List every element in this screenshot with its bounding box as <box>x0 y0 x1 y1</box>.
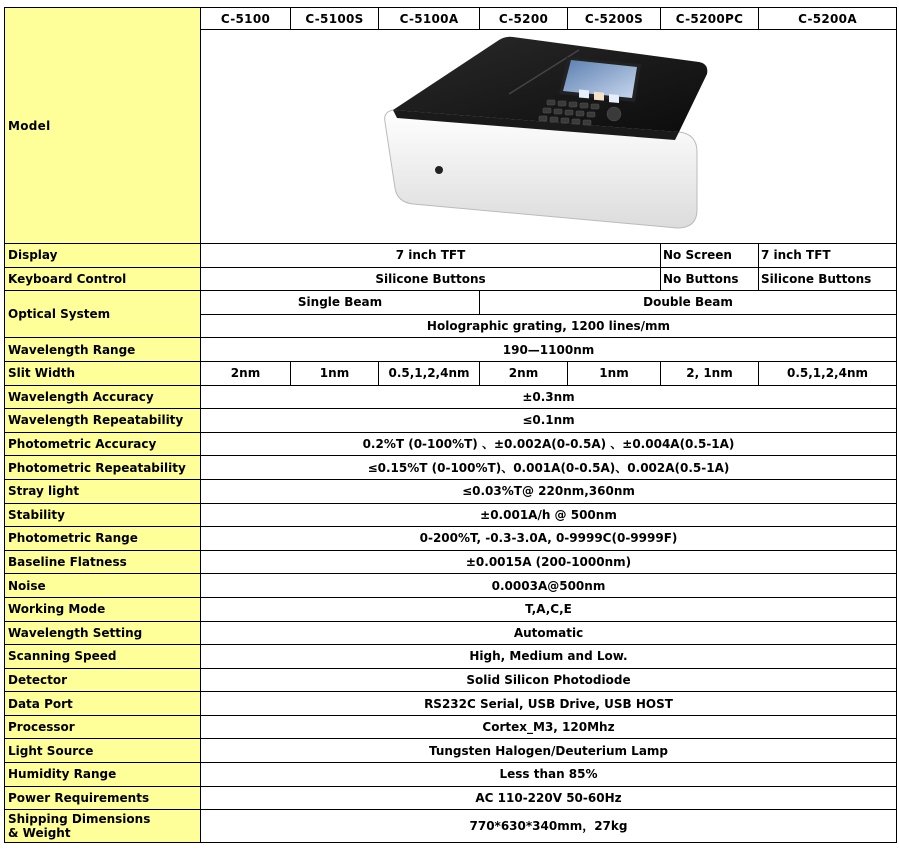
working-mode-row <box>5 597 897 621</box>
power-value: AC 110-220V 50-60Hz <box>201 786 897 810</box>
shipping-label-line1: Shipping Dimensions <box>8 812 151 827</box>
light-source-row <box>5 739 897 763</box>
detector-row <box>5 668 897 692</box>
display-row <box>5 244 897 268</box>
model-c5200pc: C-5200PC <box>661 8 759 30</box>
shipping-row <box>5 810 897 843</box>
keyboard-label: Keyboard Control <box>5 267 201 291</box>
slit-width-c5100a: 0.5,1,2,4nm <box>379 361 480 385</box>
model-header-row <box>5 8 897 30</box>
wavelength-setting-label: Wavelength Setting <box>5 621 201 645</box>
keyboard-main: Silicone Buttons <box>201 267 661 291</box>
model-c5200s: C-5200S <box>568 8 661 30</box>
slit-width-c5200a: 0.5,1,2,4nm <box>759 361 897 385</box>
photometric-accuracy-value: 0.2%T (0-100%T) 、±0.002A(0-0.5A) 、±0.004A(0.5-1A) <box>201 432 897 456</box>
display-last: 7 inch TFT <box>759 244 897 268</box>
scanning-speed-label: Scanning Speed <box>5 645 201 669</box>
stray-light-value: ≤0.03%T@ 220nm,360nm <box>201 479 897 503</box>
model-label: Model <box>5 8 201 244</box>
working-mode-label: Working Mode <box>5 597 201 621</box>
model-c5200a: C-5200A <box>759 8 897 30</box>
light-source-label: Light Source <box>5 739 201 763</box>
stability-value: ±0.001A/h @ 500nm <box>201 503 897 527</box>
humidity-range-label: Humidity Range <box>5 763 201 787</box>
detector-label: Detector <box>5 668 201 692</box>
photometric-repeatability-label: Photometric Repeatability <box>5 456 201 480</box>
slit-width-c5200s: 1nm <box>568 361 661 385</box>
photometric-accuracy-label: Photometric Accuracy <box>5 432 201 456</box>
working-mode-value: T,A,C,E <box>201 597 897 621</box>
baseline-flatness-value: ±0.0015A (200-1000nm) <box>201 550 897 574</box>
processor-value: Cortex_M3, 120Mhz <box>201 715 897 739</box>
stray-light-row <box>5 479 897 503</box>
baseline-flatness-label: Baseline Flatness <box>5 550 201 574</box>
scanning-speed-value: High, Medium and Low. <box>201 645 897 669</box>
display-label: Display <box>5 244 201 268</box>
power-label: Power Requirements <box>5 786 201 810</box>
slit-width-c5100s: 1nm <box>291 361 379 385</box>
slit-width-c5200: 2nm <box>480 361 568 385</box>
wavelength-range-label: Wavelength Range <box>5 338 201 362</box>
wavelength-range-row <box>5 338 897 362</box>
humidity-range-value: Less than 85% <box>201 763 897 787</box>
optical-grating: Holographic grating, 1200 lines/mm <box>201 314 897 338</box>
baseline-flatness-row <box>5 550 897 574</box>
stability-row <box>5 503 897 527</box>
shipping-label-line2: & Weight <box>8 826 71 841</box>
stability-label: Stability <box>5 503 201 527</box>
processor-row <box>5 715 897 739</box>
wavelength-range-value: 190—1100nm <box>201 338 897 362</box>
photometric-repeatability-row <box>5 456 897 480</box>
wavelength-setting-value: Automatic <box>201 621 897 645</box>
wavelength-accuracy-label: Wavelength Accuracy <box>5 385 201 409</box>
display-main: 7 inch TFT <box>201 244 661 268</box>
slit-width-c5100: 2nm <box>201 361 291 385</box>
slit-width-label: Slit Width <box>5 361 201 385</box>
keyboard-none: No Buttons <box>661 267 759 291</box>
photometric-range-row <box>5 527 897 551</box>
shipping-value: 770*630*340mm，27kg <box>201 810 897 843</box>
noise-value: 0.0003A@500nm <box>201 574 897 598</box>
keyboard-last: Silicone Buttons <box>759 267 897 291</box>
photometric-range-label: Photometric Range <box>5 527 201 551</box>
shipping-label <box>5 810 201 843</box>
power-row <box>5 786 897 810</box>
optical-single: Single Beam <box>201 291 480 315</box>
keyboard-row <box>5 267 897 291</box>
data-port-row <box>5 692 897 716</box>
spec-table <box>4 7 897 843</box>
light-source-value: Tungsten Halogen/Deuterium Lamp <box>201 739 897 763</box>
photometric-repeatability-value: ≤0.15%T (0-100%T)、0.001A(0-0.5A)、0.002A(0.5-1A) <box>201 456 897 480</box>
wavelength-accuracy-value: ±0.3nm <box>201 385 897 409</box>
wavelength-accuracy-row <box>5 385 897 409</box>
spectrophotometer-image <box>379 32 719 242</box>
slit-width-row <box>5 361 897 385</box>
wavelength-repeatability-label: Wavelength Repeatability <box>5 409 201 433</box>
detector-value: Solid Silicon Photodiode <box>201 668 897 692</box>
product-image-cell <box>201 30 897 244</box>
model-c5200: C-5200 <box>480 8 568 30</box>
data-port-label: Data Port <box>5 692 201 716</box>
scanning-speed-row <box>5 645 897 669</box>
optical-double: Double Beam <box>480 291 897 315</box>
model-c5100a: C-5100A <box>379 8 480 30</box>
slit-width-c5200pc: 2, 1nm <box>661 361 759 385</box>
data-port-value: RS232C Serial, USB Drive, USB HOST <box>201 692 897 716</box>
photometric-range-value: 0-200%T, -0.3-3.0A, 0-9999C(0-9999F) <box>201 527 897 551</box>
model-c5100s: C-5100S <box>291 8 379 30</box>
photometric-accuracy-row <box>5 432 897 456</box>
processor-label: Processor <box>5 715 201 739</box>
optical-label: Optical System <box>5 291 201 338</box>
noise-row <box>5 574 897 598</box>
noise-label: Noise <box>5 574 201 598</box>
optical-row-1 <box>5 291 897 315</box>
model-c5100: C-5100 <box>201 8 291 30</box>
display-none: No Screen <box>661 244 759 268</box>
stray-light-label: Stray light <box>5 479 201 503</box>
wavelength-repeatability-row <box>5 409 897 433</box>
wavelength-setting-row <box>5 621 897 645</box>
wavelength-repeatability-value: ≤0.1nm <box>201 409 897 433</box>
humidity-range-row <box>5 763 897 787</box>
